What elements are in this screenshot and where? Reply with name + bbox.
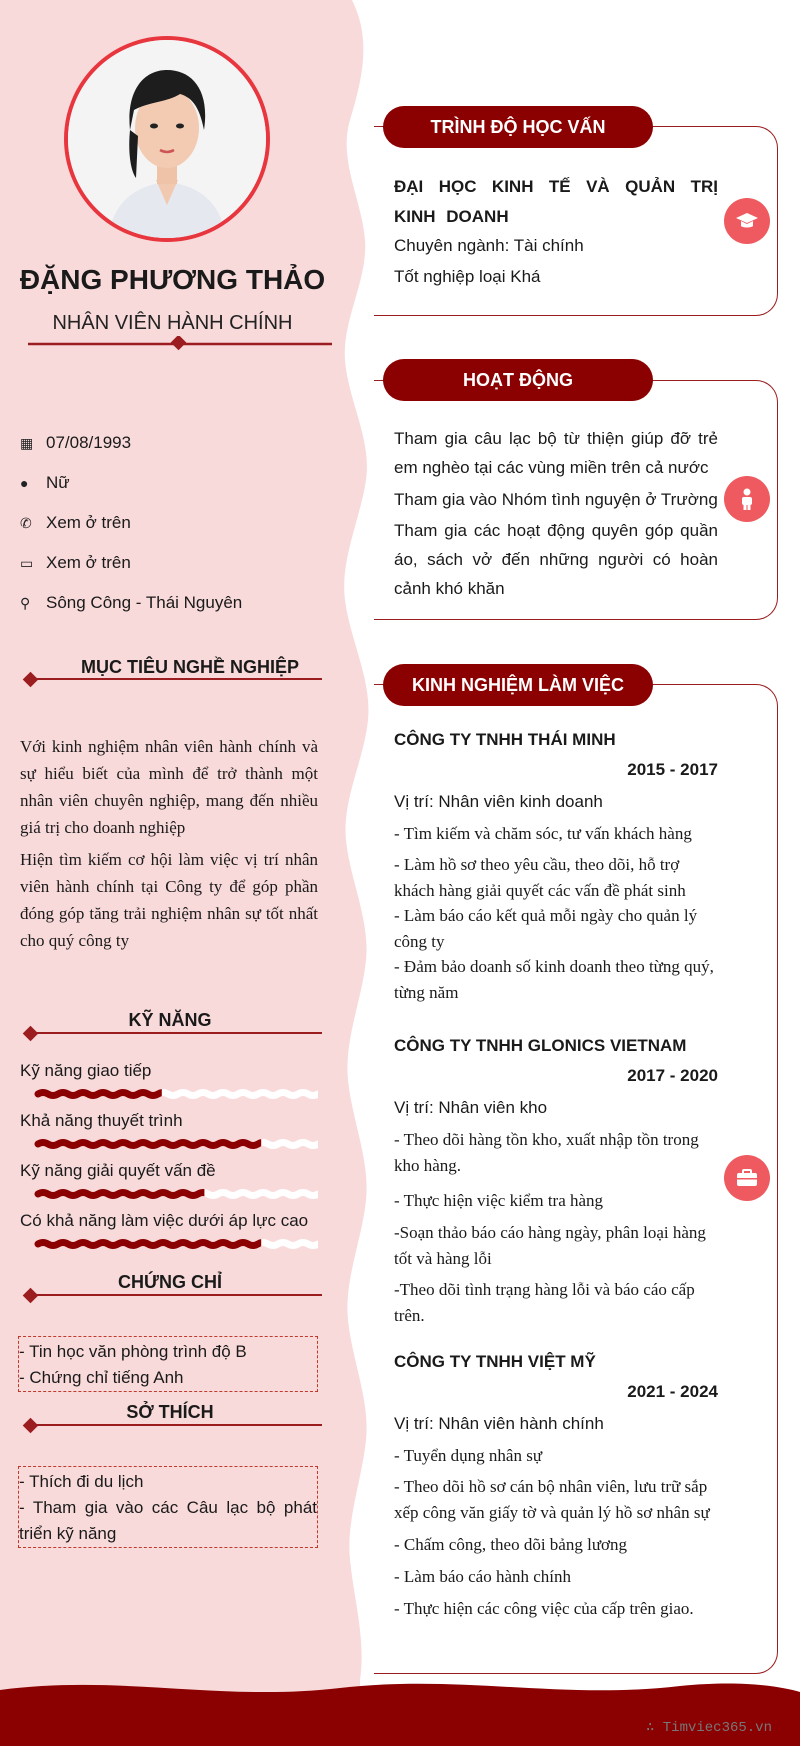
candidate-name: ĐẶNG PHƯƠNG THẢO xyxy=(19,264,326,295)
skill-bar-pressure xyxy=(34,1238,318,1250)
hobbies-heading: SỞ THÍCH xyxy=(126,1402,214,1422)
email-icon: ▭ xyxy=(20,554,34,571)
job-duty: - Tìm kiếm và chăm sóc, tư vấn khách hàng xyxy=(394,824,692,843)
watermark: ∴ Timviec365.vn xyxy=(645,1720,772,1736)
education-heading: TRÌNH ĐỘ HỌC VẤN xyxy=(383,106,653,148)
person-icon: ● xyxy=(20,475,29,491)
skills-divider xyxy=(22,1024,322,1042)
objective-paragraph-2: Hiện tìm kiếm cơ hội làm việc vị trí nhân viên hành chính tại Công ty để góp phần đóng góp tăng trải nghiệm nhân sự tốt nhất cho quý công ty xyxy=(20,850,318,950)
hobby-item: - Thích đi du lịch xyxy=(19,1472,144,1491)
job-years: 2021 - 2024 xyxy=(627,1382,718,1401)
skill-label: Kỹ năng giao tiếp xyxy=(20,1061,152,1080)
activity-item: Tham gia các hoạt động quyên góp quần áo, sách vở đến những người có hoàn cảnh khó khăn xyxy=(394,521,718,598)
phone-icon: ✆ xyxy=(20,514,32,531)
job-company: CÔNG TY TNHH GLONICS VIETNAM xyxy=(394,1036,687,1055)
calendar-icon: ▦ xyxy=(20,434,34,451)
activity-item: Tham gia vào Nhóm tình nguyện ở Trường xyxy=(394,490,718,509)
job-duty: - Theo dõi hàng tồn kho, xuất nhập tồn trong kho hàng. xyxy=(394,1130,699,1175)
skill-label: Khả năng thuyết trình xyxy=(20,1111,183,1130)
location-icon: ⚲ xyxy=(20,594,31,611)
briefcase-icon xyxy=(724,1155,770,1201)
avatar xyxy=(64,36,270,242)
contact-email xyxy=(20,553,131,573)
contact-birthdate xyxy=(20,433,131,453)
contact-phone xyxy=(20,513,131,533)
hobby-item: - Tham gia vào các Câu lạc bộ phát triển kỹ năng xyxy=(19,1498,317,1543)
skill-bar-communication xyxy=(34,1088,318,1100)
job-duty: - Thực hiện việc kiểm tra hàng xyxy=(394,1191,604,1210)
hobbies-divider xyxy=(22,1416,322,1434)
contact-text: Sông Công - Thái Nguyên xyxy=(46,593,243,612)
job-duty: - Đảm bảo doanh số kinh doanh theo từng quý, từng năm xyxy=(394,957,714,1002)
job-duty: - Làm báo cáo kết quả mỗi ngày cho quản lý công ty xyxy=(394,906,698,951)
skill-label: Có khả năng làm việc dưới áp lực cao xyxy=(20,1211,309,1230)
activities-heading: HOẠT ĐỘNG xyxy=(383,359,653,401)
candidate-title: NHÂN VIÊN HÀNH CHÍNH xyxy=(52,312,293,334)
person-icon xyxy=(724,476,770,522)
job-duty: - Chấm công, theo dõi bảng lương xyxy=(394,1535,628,1554)
objective-paragraph-1: Với kinh nghiệm nhân viên hành chính và sự hiểu biết của mình để trở thành một nhân viên chuyên nghiệp, mang đến nhiều giá trị cho doanh nghiệp xyxy=(20,737,318,837)
education-school: ĐẠI HỌC KINH TẾ VÀ QUẢN TRỊ KINH DOANH xyxy=(394,177,718,226)
contact-text: Nữ xyxy=(46,473,70,492)
contact-address xyxy=(20,593,242,613)
skills-heading: KỸ NĂNG xyxy=(128,1010,212,1030)
certificate-item: - Chứng chỉ tiếng Anh xyxy=(19,1368,184,1387)
objective-heading: MỤC TIÊU NGHỀ NGHIỆP xyxy=(80,657,299,677)
experience-heading: KINH NGHIỆM LÀM VIỆC xyxy=(383,664,653,706)
graduation-cap-icon xyxy=(724,198,770,244)
skill-bar-problem-solving xyxy=(34,1188,318,1200)
job-duty: - Làm hồ sơ theo yêu cầu, theo dõi, hỗ trợ khách hàng giải quyết các vấn đề phát sinh xyxy=(394,855,686,900)
job-position: Vị trí: Nhân viên kinh doanh xyxy=(394,792,603,811)
job-duty: - Làm báo cáo hành chính xyxy=(394,1567,572,1586)
job-position: Vị trí: Nhân viên kho xyxy=(394,1098,548,1117)
education-grade: Tốt nghiệp loại Khá xyxy=(394,267,541,286)
certificates-divider xyxy=(22,1286,322,1304)
title-divider xyxy=(28,336,332,352)
certificate-item: - Tin học văn phòng trình độ B xyxy=(19,1342,247,1361)
job-duty: -Theo dõi tình trạng hàng lỗi và báo cáo cấp trên. xyxy=(394,1280,695,1325)
hobbies-box xyxy=(18,1466,318,1548)
certificates-heading: CHỨNG CHỈ xyxy=(118,1272,222,1292)
job-duty: - Thực hiện các công việc của cấp trên giao. xyxy=(394,1599,694,1618)
skill-bar-presentation xyxy=(34,1138,318,1150)
job-duty: - Tuyển dụng nhân sự xyxy=(394,1446,543,1465)
skill-label: Kỹ năng giải quyết vấn đề xyxy=(20,1161,216,1180)
activity-item: Tham gia câu lạc bộ từ thiện giúp đỡ trẻ em nghèo tại các vùng miền trên cả nước xyxy=(394,429,718,477)
education-major: Chuyên ngành: Tài chính xyxy=(394,236,584,255)
portrait-image xyxy=(68,40,266,238)
job-company: CÔNG TY TNHH VIỆT MỸ xyxy=(394,1352,596,1371)
certificates-box xyxy=(18,1336,318,1392)
job-company: CÔNG TY TNHH THÁI MINH xyxy=(394,730,616,749)
contact-text: 07/08/1993 xyxy=(46,433,132,452)
contact-text: Xem ở trên xyxy=(46,553,131,572)
job-duty: -Soạn thảo báo cáo hàng ngày, phân loại hàng tốt và hàng lỗi xyxy=(394,1223,706,1268)
job-years: 2015 - 2017 xyxy=(627,760,718,779)
job-years: 2017 - 2020 xyxy=(627,1066,718,1085)
contact-gender xyxy=(20,473,70,493)
job-position: Vị trí: Nhân viên hành chính xyxy=(394,1414,604,1433)
job-duty: - Theo dõi hồ sơ cán bộ nhân viên, lưu trữ sắp xếp công văn giấy tờ và quản lý hồ sơ nhân sự xyxy=(394,1477,710,1522)
objective-divider xyxy=(22,670,322,688)
contact-text: Xem ở trên xyxy=(46,513,131,532)
